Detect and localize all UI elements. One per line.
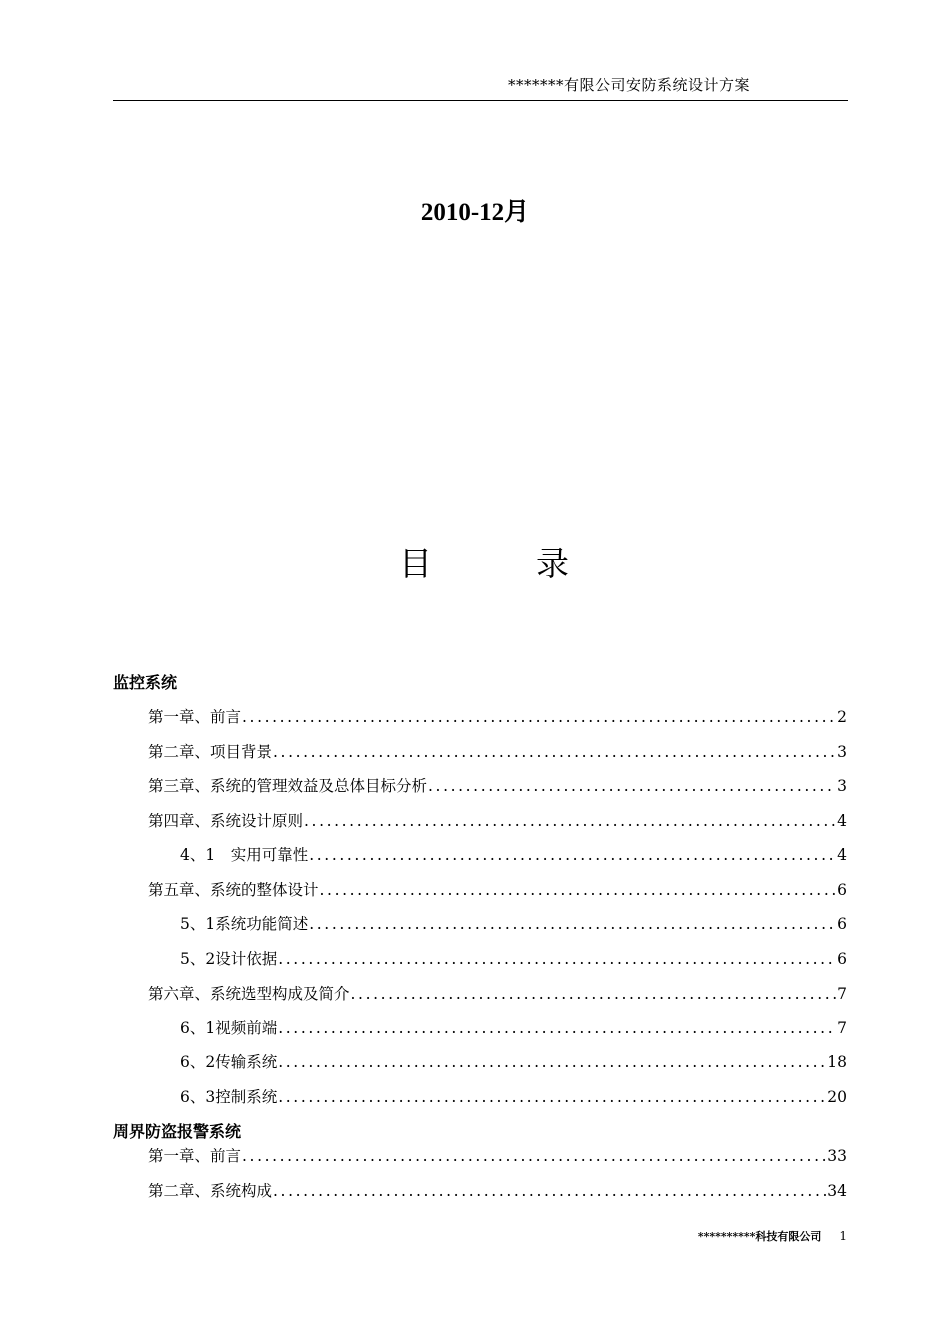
- toc-entry[interactable]: [180, 1050, 847, 1072]
- toc-entry-page: 4: [837, 846, 847, 864]
- toc-leader-dots: [242, 1147, 826, 1165]
- toc-entry[interactable]: [148, 705, 847, 727]
- toc-leader-dots: [278, 1019, 836, 1037]
- toc-entry-label: 6、3控制系统: [180, 1088, 278, 1106]
- toc-leader-dots: [309, 915, 836, 933]
- toc-entry-label: 第二章、项目背景: [148, 743, 273, 761]
- page-footer: [698, 1228, 847, 1244]
- toc-entry-page: 34: [827, 1182, 847, 1200]
- toc-entry-label: 第六章、系统选型构成及简介: [148, 985, 350, 1003]
- toc-entry-label: 6、2传输系统: [180, 1053, 278, 1071]
- toc-entry-label: 第一章、前言: [148, 1147, 242, 1165]
- toc-entry-label: 6、1视频前端: [180, 1019, 278, 1037]
- toc-leader-dots: [273, 1182, 826, 1200]
- toc-entry-page: 6: [837, 950, 847, 968]
- toc-leader-dots: [309, 846, 836, 864]
- toc-entry[interactable]: [148, 1144, 847, 1166]
- toc-entry[interactable]: [148, 774, 847, 796]
- toc-entry-page: 33: [827, 1147, 847, 1165]
- toc-entry[interactable]: [180, 912, 847, 934]
- footer-company: **********科技有限公司: [697, 1230, 822, 1243]
- toc-section-title: 监控系统: [113, 673, 178, 692]
- toc-entry-page: 18: [827, 1053, 847, 1071]
- toc-entry[interactable]: [180, 843, 847, 865]
- toc-entry-page: 3: [837, 743, 847, 761]
- toc-entry-label: 第四章、系统设计原则: [148, 812, 304, 830]
- toc-entry-page: 4: [837, 812, 847, 830]
- toc-entry-label: 4、1 实用可靠性: [180, 846, 309, 864]
- toc-leader-dots: [351, 985, 837, 1003]
- toc-entry[interactable]: [148, 740, 847, 762]
- toc-leader-dots: [242, 708, 836, 726]
- toc-leader-dots: [320, 881, 837, 899]
- toc-entry[interactable]: [180, 1085, 847, 1107]
- header-title: *******有限公司安防系统设计方案: [507, 76, 750, 94]
- toc-entry-page: 7: [837, 1019, 847, 1037]
- toc-entry-label: 第五章、系统的整体设计: [148, 881, 319, 899]
- toc-entry[interactable]: [148, 878, 847, 900]
- toc-entry-label: 第二章、系统构成: [148, 1182, 273, 1200]
- toc-entry-page: 3: [837, 777, 847, 795]
- header-divider: [113, 100, 848, 101]
- toc-entry-label: 5、1系统功能简述: [180, 915, 309, 933]
- toc-leader-dots: [278, 950, 836, 968]
- toc-entry-page: 2: [837, 708, 847, 726]
- toc-leader-dots: [428, 777, 836, 795]
- toc-entry-label: 5、2设计依据: [180, 950, 278, 968]
- toc-entry-label: 第三章、系统的管理效益及总体目标分析: [148, 777, 428, 795]
- toc-entry[interactable]: [148, 982, 847, 1004]
- toc-entry-page: 7: [837, 985, 847, 1003]
- toc-leader-dots: [304, 812, 836, 830]
- toc-leader-dots: [278, 1053, 826, 1071]
- footer-page-number: 1: [839, 1229, 847, 1243]
- toc-entry[interactable]: [180, 947, 847, 969]
- toc-entry-page: 6: [837, 881, 847, 899]
- toc-section-title: 周界防盗报警系统: [113, 1122, 242, 1141]
- toc-entry[interactable]: [148, 1179, 847, 1201]
- cover-date: 2010-12月: [420, 199, 530, 226]
- toc-entry-page: 20: [827, 1088, 847, 1106]
- toc-heading: [399, 538, 569, 585]
- toc-entry-label: 第一章、前言: [148, 708, 242, 726]
- toc-entry-page: 6: [837, 915, 847, 933]
- toc-leader-dots: [273, 743, 836, 761]
- toc-leader-dots: [278, 1088, 826, 1106]
- toc-heading-right: 录: [536, 544, 569, 583]
- toc-heading-left: 目: [399, 544, 432, 583]
- toc-entry[interactable]: [180, 1016, 847, 1038]
- toc-entry[interactable]: [148, 809, 847, 831]
